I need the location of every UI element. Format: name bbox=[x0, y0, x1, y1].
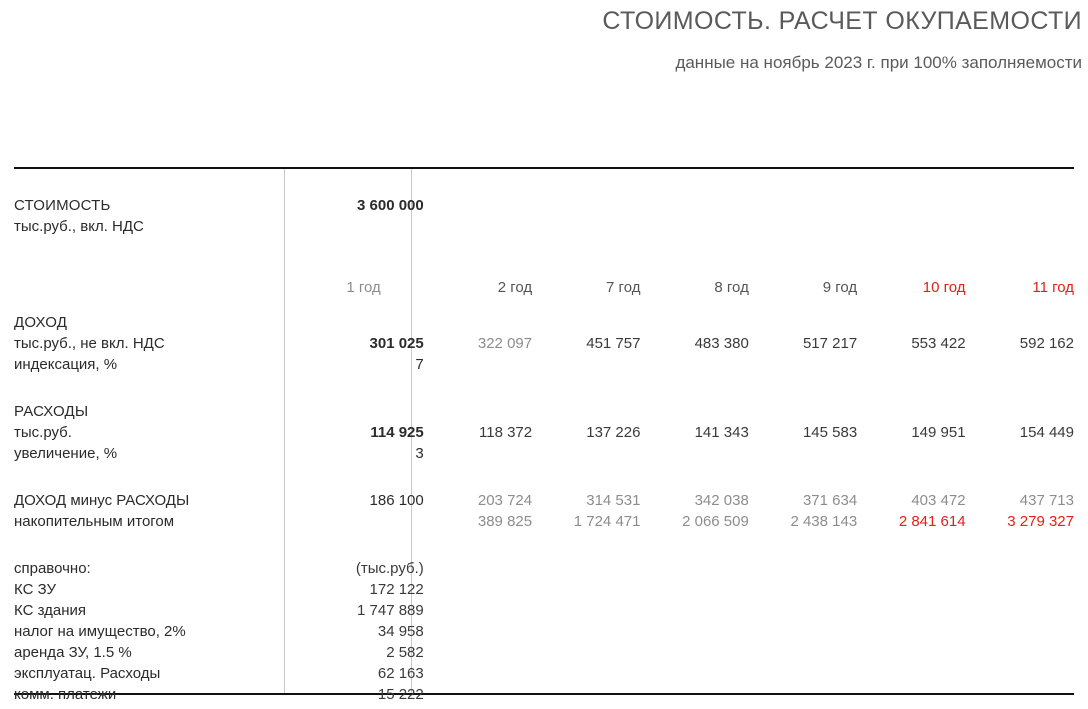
expenses-growth-label: увеличение, % bbox=[14, 445, 118, 462]
table-row bbox=[14, 422, 1074, 443]
year-header-10: 10 год bbox=[922, 279, 966, 296]
profit-y11: 437 713 bbox=[1019, 492, 1074, 509]
income-index-label: индексация, % bbox=[14, 356, 118, 373]
cost-sublabel: тыс.руб., вкл. НДС bbox=[14, 218, 144, 235]
reference-label-5: комм. платежи bbox=[14, 686, 117, 703]
table-row bbox=[14, 401, 1074, 422]
reference-label-1: КС здания bbox=[14, 602, 86, 619]
year-header-9: 9 год bbox=[822, 279, 858, 296]
profit-y1: 186 100 bbox=[369, 492, 424, 509]
table-row bbox=[14, 663, 1074, 684]
spacer-row bbox=[14, 464, 1074, 490]
spacer-row bbox=[14, 237, 1074, 263]
income-sublabel: тыс.руб., не вкл. НДС bbox=[14, 335, 165, 352]
table-row bbox=[14, 195, 1074, 216]
expenses-sublabel: тыс.руб. bbox=[14, 424, 72, 441]
cumulative-y2: 389 825 bbox=[477, 513, 533, 530]
spacer-row bbox=[14, 298, 1074, 312]
year-header-row bbox=[14, 277, 1074, 298]
reference-value-4: 62 163 bbox=[377, 665, 424, 682]
page-subtitle: данные на ноябрь 2023 г. при 100% заполняемости bbox=[675, 53, 1082, 72]
profit-y10: 403 472 bbox=[911, 492, 966, 509]
cumulative-y1 bbox=[293, 511, 424, 532]
year-header-8: 8 год bbox=[714, 279, 749, 296]
profit-y7: 314 531 bbox=[586, 492, 641, 509]
table-row bbox=[14, 443, 1074, 464]
expenses-y7: 137 226 bbox=[586, 424, 641, 441]
spacer-row bbox=[14, 532, 1074, 558]
income-y11: 592 162 bbox=[1019, 335, 1074, 352]
cumulative-y10: 2 841 614 bbox=[898, 513, 966, 530]
table-row bbox=[14, 333, 1074, 354]
table-row bbox=[14, 354, 1074, 375]
year-header-1: 1 год bbox=[346, 279, 381, 296]
reference-label-4: эксплуатац. Расходы bbox=[14, 665, 161, 682]
expenses-y1: 114 925 bbox=[370, 424, 424, 441]
income-y7: 451 757 bbox=[586, 335, 641, 352]
expenses-y8: 141 343 bbox=[694, 424, 749, 441]
table-row bbox=[14, 684, 1074, 705]
reference-unit: (тыс.руб.) bbox=[355, 560, 424, 577]
income-y2: 322 097 bbox=[477, 335, 533, 352]
reference-value-0: 172 122 bbox=[369, 581, 424, 598]
income-label: ДОХОД bbox=[14, 314, 68, 331]
profit-y9: 371 634 bbox=[802, 492, 858, 509]
income-y8: 483 380 bbox=[694, 335, 749, 352]
table-row bbox=[14, 312, 1074, 333]
page-header bbox=[0, 0, 1088, 74]
table-row bbox=[14, 216, 1074, 237]
cumulative-y11: 3 279 327 bbox=[1007, 513, 1074, 530]
profit-y8: 342 038 bbox=[694, 492, 749, 509]
spacer-row bbox=[14, 375, 1074, 401]
cumulative-y8: 2 066 509 bbox=[682, 513, 749, 530]
expenses-y11: 154 449 bbox=[1019, 424, 1074, 441]
expenses-y2: 118 372 bbox=[479, 424, 533, 441]
year-header-2: 2 год bbox=[497, 279, 533, 296]
reference-title: справочно: bbox=[14, 560, 91, 577]
cost-value: 3 600 000 bbox=[357, 197, 424, 214]
reference-value-2: 34 958 bbox=[377, 623, 424, 640]
spacer-row bbox=[14, 263, 1074, 277]
reference-value-5: 15 222 bbox=[377, 686, 424, 703]
table-row bbox=[14, 600, 1074, 621]
year-header-11: 11 год bbox=[1032, 279, 1074, 296]
reference-label-0: КС ЗУ bbox=[14, 581, 56, 598]
reference-value-3: 2 582 bbox=[386, 644, 424, 661]
cumulative-y7: 1 724 471 bbox=[573, 513, 641, 530]
expenses-label: РАСХОДЫ bbox=[14, 403, 89, 420]
profit-label: ДОХОД минус РАСХОДЫ bbox=[14, 492, 190, 509]
payback-table-sheet bbox=[14, 167, 1074, 703]
cumulative-y9: 2 438 143 bbox=[790, 513, 858, 530]
table-row bbox=[14, 621, 1074, 642]
table-row bbox=[14, 642, 1074, 663]
income-y1: 301 025 bbox=[369, 335, 424, 352]
income-y9: 517 217 bbox=[802, 335, 858, 352]
table-row bbox=[14, 579, 1074, 600]
spacer-row bbox=[14, 169, 1074, 195]
table-row bbox=[14, 511, 1074, 532]
expenses-y10: 149 951 bbox=[911, 424, 966, 441]
profit-y2: 203 724 bbox=[477, 492, 533, 509]
expenses-growth-value: 3 bbox=[415, 445, 424, 462]
reference-label-3: аренда ЗУ, 1.5 % bbox=[14, 644, 132, 661]
table-row bbox=[14, 558, 1074, 579]
expenses-y9: 145 583 bbox=[802, 424, 858, 441]
reference-label-2: налог на имущество, 2% bbox=[14, 623, 186, 640]
cumulative-label: накопительным итогом bbox=[14, 513, 175, 530]
reference-value-1: 1 747 889 bbox=[357, 602, 424, 619]
page-title: СТОИМОСТЬ. РАСЧЕТ ОКУПАЕМОСТИ bbox=[602, 7, 1082, 35]
year-header-7: 7 год bbox=[606, 279, 641, 296]
income-y10: 553 422 bbox=[911, 335, 966, 352]
cost-label: СТОИМОСТЬ bbox=[14, 197, 111, 214]
income-index-value: 7 bbox=[415, 356, 424, 373]
table-row bbox=[14, 490, 1074, 511]
payback-table bbox=[14, 169, 1074, 705]
